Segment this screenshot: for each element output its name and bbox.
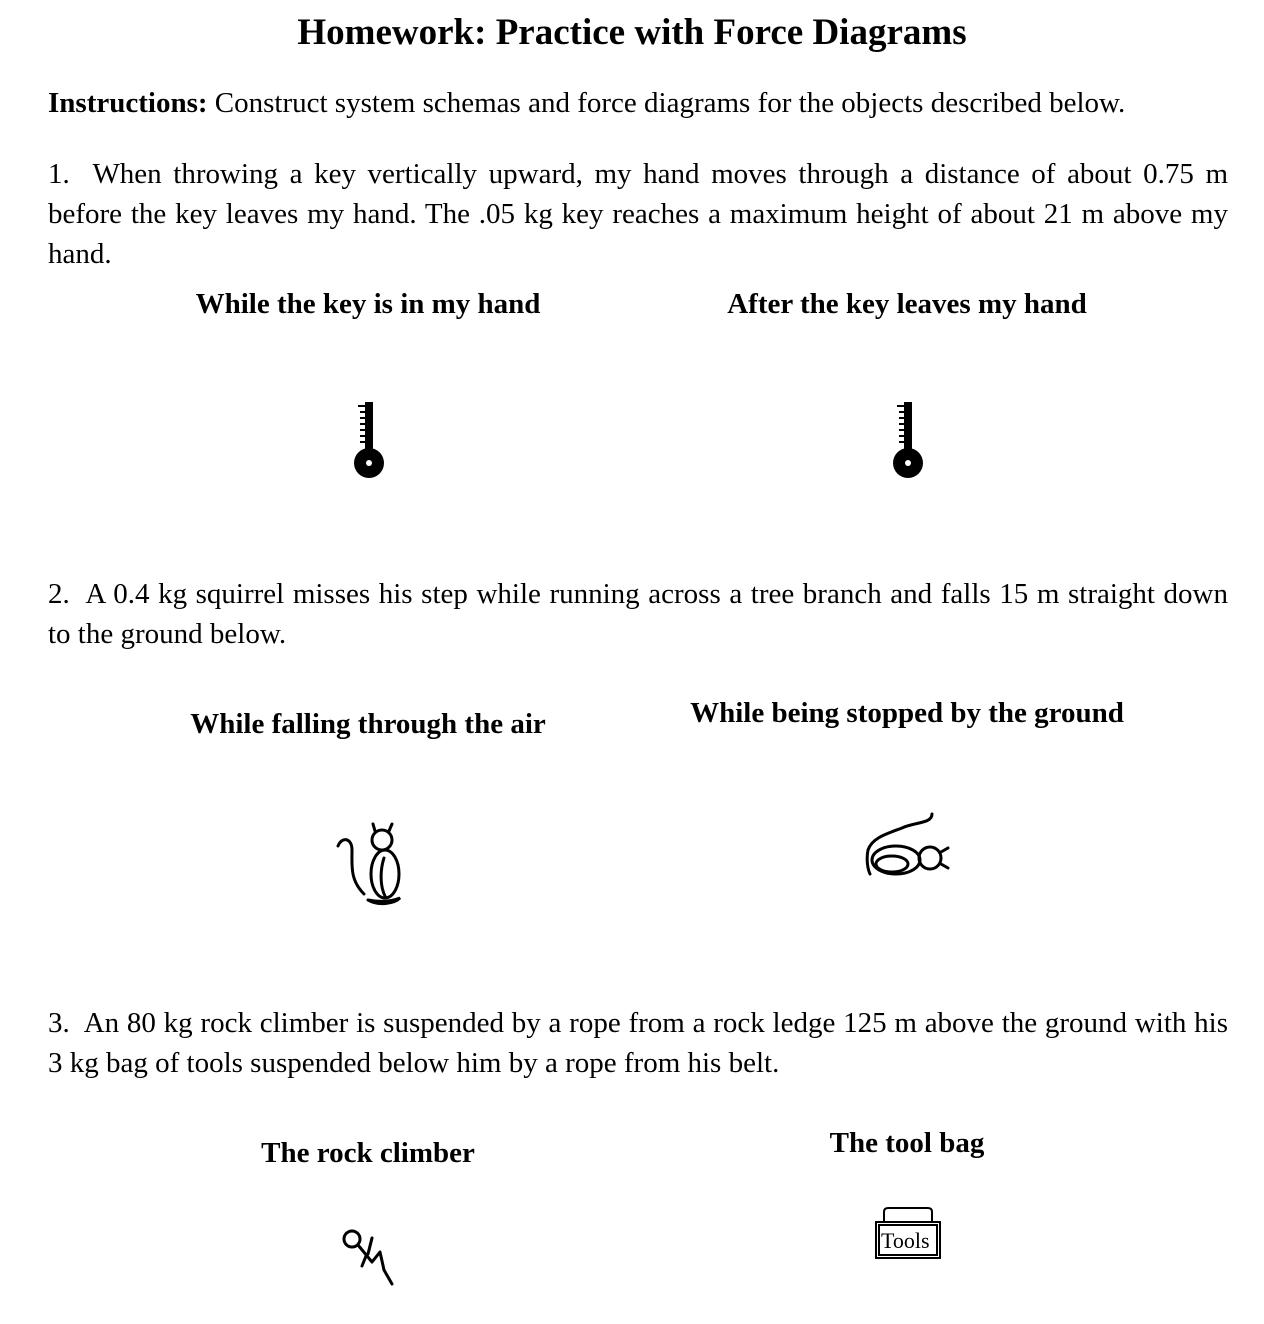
instructions-label: Instructions:	[48, 87, 208, 119]
problem-3	[48, 1003, 1228, 1083]
problem-3-left-label: The rock climber	[261, 1137, 475, 1169]
problem-1-right-label: After the key leaves my hand	[727, 288, 1087, 320]
problem-1-number: 1.	[48, 158, 70, 190]
problem-2-right-label: While being stopped by the ground	[690, 697, 1124, 729]
problem-1-left-label: While the key is in my hand	[195, 288, 541, 320]
climber-stick-figure-icon	[340, 1226, 400, 1290]
problem-3-right-label: The tool bag	[829, 1127, 985, 1159]
instructions	[48, 84, 1228, 122]
problem-2-number: 2.	[48, 578, 70, 610]
squirrel-lying-icon	[862, 808, 954, 882]
tool-bag-label: Tools	[881, 1228, 930, 1253]
problem-1	[48, 154, 1228, 274]
page-title: Homework: Practice with Force Diagrams	[297, 12, 967, 53]
problem-3-text: An 80 kg rock climber is suspended by a rope from a rock ledge 125 m above the ground with his 3 kg bag of tools suspended below him by a rope from his belt.	[48, 1007, 1228, 1079]
squirrel-upright-icon	[330, 818, 410, 912]
problem-1-text: When throwing a key vertically upward, my hand moves through a distance of about 0.75 m before the key leaves my hand. The .05 kg key reaches a maximum height of about 21 m above my hand.	[48, 158, 1228, 270]
problem-2	[48, 574, 1228, 654]
instructions-text: Construct system schemas and force diagrams for the objects described below.	[214, 87, 1126, 119]
key-icon	[887, 400, 929, 484]
problem-3-number: 3.	[48, 1007, 70, 1039]
key-icon	[348, 400, 390, 484]
problem-2-left-label: While falling through the air	[190, 708, 546, 740]
problem-2-text: A 0.4 kg squirrel misses his step while running across a tree branch and falls 15 m straight down to the ground below.	[48, 578, 1228, 650]
